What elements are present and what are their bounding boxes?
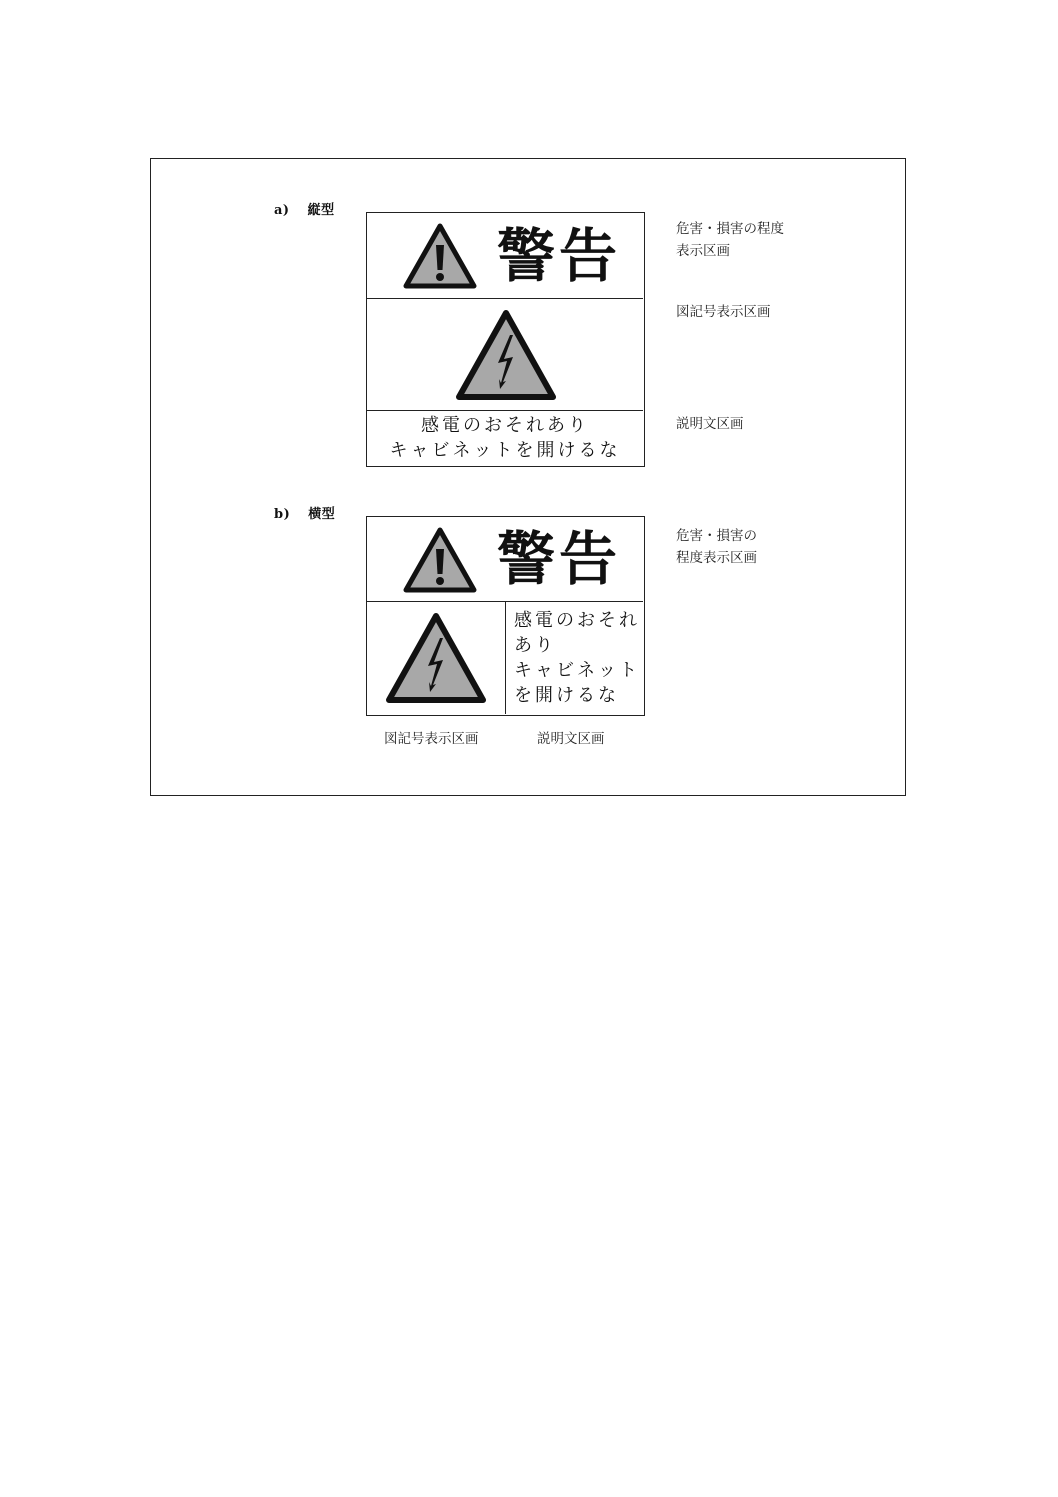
horizontal-message-line-2: あり xyxy=(514,635,556,656)
section-b-letter: b) xyxy=(274,507,291,522)
horizontal-message-line-1: 感電のおそれ xyxy=(514,610,640,631)
section-b-title: 横型 xyxy=(308,507,336,522)
vertical-warning-sign xyxy=(366,212,645,467)
horizontal-message-line-4: を開けるな xyxy=(514,685,619,706)
annotation-a-message-area: 説明文区画 xyxy=(676,416,744,432)
vertical-message-line-1: 感電のおそれあり xyxy=(421,415,589,436)
horizontal-hazard-panel xyxy=(367,517,643,602)
exclamation-warning-triangle-icon xyxy=(403,223,477,289)
annotation-b-hazard-line-1: 危害・損害の xyxy=(676,528,757,544)
vertical-message-line-2: キャビネットを開けるな xyxy=(389,440,621,461)
vertical-hazard-panel xyxy=(367,213,643,299)
horizontal-symbol-panel xyxy=(367,602,506,714)
section-a-label xyxy=(274,199,335,218)
section-b-label xyxy=(274,503,335,522)
annotation-b-hazard-area xyxy=(676,525,757,569)
vertical-signal-word: 警告 xyxy=(497,222,622,290)
electric-shock-warning-triangle-icon xyxy=(455,309,557,401)
section-a-letter: a) xyxy=(274,203,290,218)
vertical-symbol-panel xyxy=(367,299,643,411)
section-a-title: 縦型 xyxy=(307,203,335,218)
annotation-b-message-area: 説明文区画 xyxy=(537,731,605,747)
exclamation-warning-triangle-icon xyxy=(403,527,477,593)
horizontal-signal-word: 警告 xyxy=(497,525,622,593)
annotation-b-hazard-line-2: 程度表示区画 xyxy=(676,550,757,566)
annotation-a-symbol-area: 図記号表示区画 xyxy=(676,304,771,320)
electric-shock-warning-triangle-icon xyxy=(385,612,487,704)
vertical-message-panel xyxy=(367,411,643,465)
annotation-b-symbol-area: 図記号表示区画 xyxy=(384,731,479,747)
annotation-a-hazard-line-2: 表示区画 xyxy=(676,243,730,259)
horizontal-message-panel xyxy=(506,602,643,714)
horizontal-message-line-3: キャビネット xyxy=(514,660,640,681)
annotation-a-hazard-area xyxy=(676,218,784,262)
annotation-a-hazard-line-1: 危害・損害の程度 xyxy=(676,221,784,237)
horizontal-warning-sign xyxy=(366,516,645,716)
